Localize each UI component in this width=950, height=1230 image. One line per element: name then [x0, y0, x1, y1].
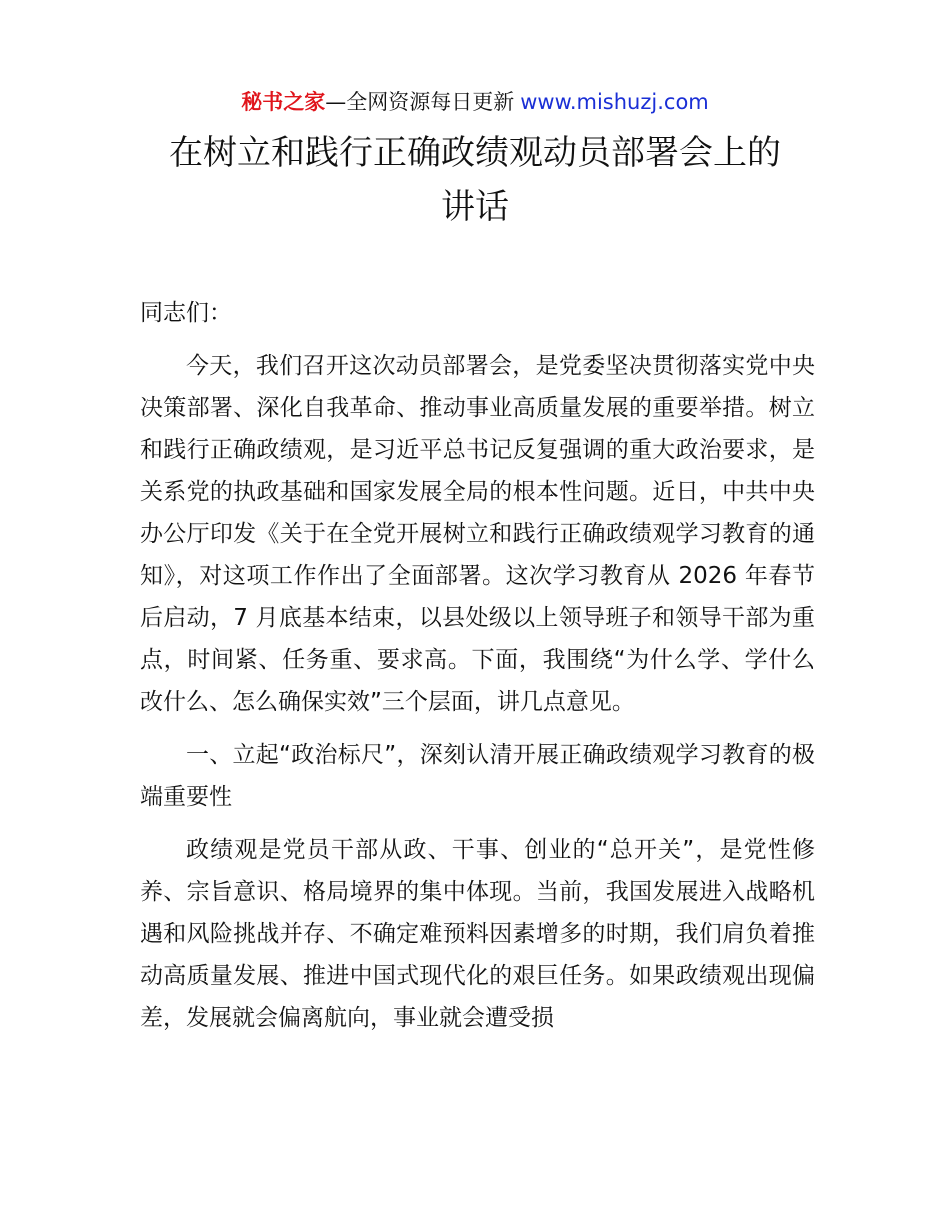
title-line-1: 在树立和践行正确政绩观动员部署会上的 [169, 133, 781, 173]
header-tagline: —全网资源每日更新 [325, 90, 515, 114]
title-line-2: 讲话 [441, 187, 509, 227]
paragraph-opening: 今天，我们召开这次动员部署会，是党委坚决贯彻落实党中央决策部署、深化自我革命、推动事业高质量发展的重要举措。树立和践行正确政绩观，是习近平总书记反复强调的重大政治要求，是关系党的执政基础和国家发展全局的根本性问题。近日，中共中央办公厅印发《关于在全党开展树立和践行正确政绩观学习教育的通知》，对这项工作作出了全面部署。这次学习教育从 2026 年春节后启动，7 月底基本结束，以县处级以上领导班子和领导干部为重点，时间紧、任务重、要求高。下面，我围绕“为什么学、学什么改什么、怎么确保实效”三个层面，讲几点意见。 [140, 353, 815, 715]
paragraph-section-1: 政绩观是党员干部从政、干事、创业的“总开关”，是党性修养、宗旨意识、格局境界的集中体现。当前，我国发展进入战略机遇和风险挑战并存、不确定难预料因素增多的时期，我们肩负着推动高质量发展、推进中国式现代化的艰巨任务。如果政绩观出现偏差，发展就会偏离航向，事业就会遭受损 [140, 837, 815, 1031]
salutation: 同志们： [140, 300, 232, 326]
section-heading-1: 一、立起“政治标尺”，深刻认清开展正确政绩观学习教育的极端重要性 [140, 742, 815, 810]
document-title [100, 126, 850, 234]
brand-name: 秘书之家 [241, 90, 326, 114]
document-body [140, 292, 815, 1050]
site-header [0, 88, 950, 116]
site-url-link[interactable]: www.mishuzj.com [520, 90, 709, 114]
